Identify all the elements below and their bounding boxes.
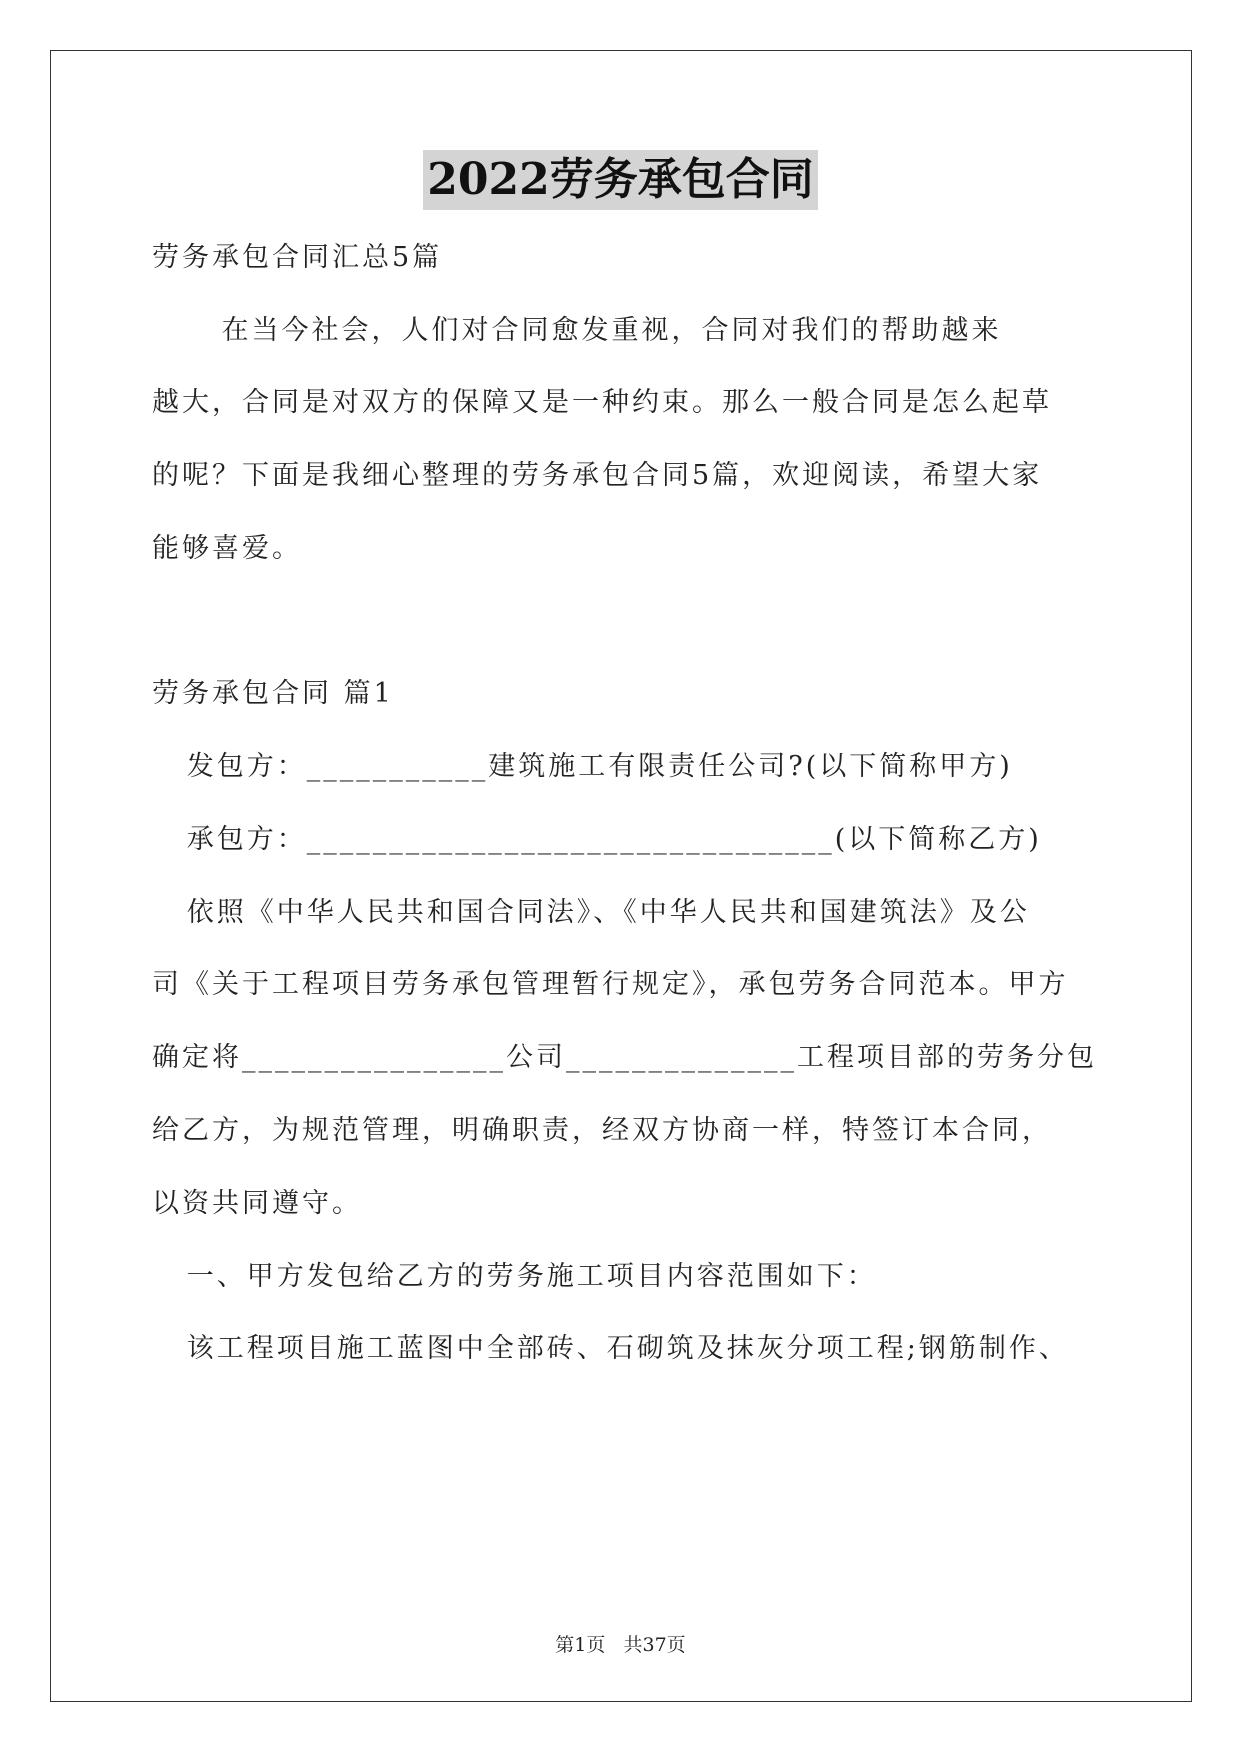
body-line-4: 给乙方，为规范管理，明确职责，经双方协商一样，特签订本合同， <box>152 1115 1052 1146</box>
clause-1-heading: 一、甲方发包给乙方的劳务施工项目内容范围如下： <box>152 1261 877 1292</box>
intro-line-3: 的呢？下面是我细心整理的劳务承包合同5篇，欢迎阅读，希望大家 <box>152 460 1043 491</box>
subcontractor-line: 承包方：________________________________(以下简称乙方) <box>152 824 1042 855</box>
intro-line-2: 越大，合同是对双方的保障又是一种约束。那么一般合同是怎么起草 <box>152 387 1052 418</box>
document-title: 2022劳务承包合同 <box>423 150 817 210</box>
title-container <box>0 150 1241 210</box>
body-line-3: 确定将________________公司______________工程项目部的劳务分包 <box>152 1042 1097 1073</box>
subtitle-line: 劳务承包合同汇总5篇 <box>152 242 443 273</box>
intro-line-1: 在当今社会，人们对合同愈发重视，合同对我们的帮助越来 <box>152 315 1002 346</box>
page-border <box>50 50 1192 1702</box>
section-heading: 劳务承包合同 篇1 <box>152 678 394 709</box>
body-line-5: 以资共同遵守。 <box>152 1188 362 1219</box>
page-footer: 第1页 共37页 <box>555 1634 686 1656</box>
body-line-2: 司《关于工程项目劳务承包管理暂行规定》，承包劳务合同范本。甲方 <box>152 969 1069 1000</box>
body-line-1: 依照《中华人民共和国合同法》、《中华人民共和国建筑法》及公 <box>152 897 1030 928</box>
clause-1-body: 该工程项目施工蓝图中全部砖、石砌筑及抹灰分项工程;钢筋制作、 <box>152 1333 1069 1364</box>
contractor-line: 发包方：___________建筑施工有限责任公司?(以下简称甲方) <box>152 751 1013 782</box>
intro-line-4: 能够喜爱。 <box>152 533 302 564</box>
